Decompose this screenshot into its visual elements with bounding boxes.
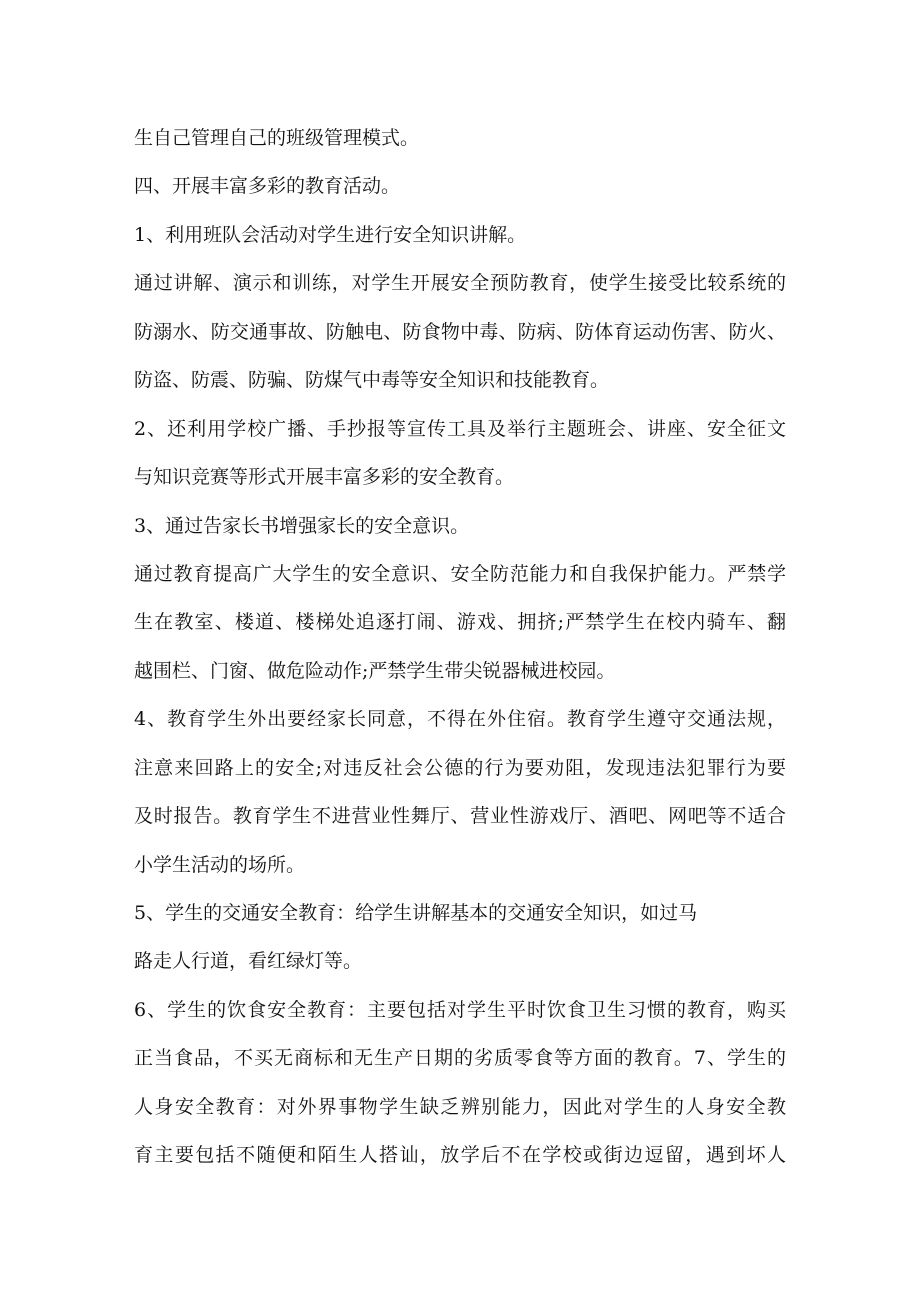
text-line: 防溺水、防交通事故、防触电、防食物中毒、防病、防体育运动伤害、防火、 xyxy=(134,321,786,343)
text-line: 5、学生的交通安全教育：给学生讲解基本的交通安全知识，如过马 xyxy=(134,902,698,924)
text-line: 防盗、防震、防骗、防煤气中毒等安全知识和技能教育。 xyxy=(134,369,610,391)
item-heading: 3、通过告家长书增强家长的安全意识。 xyxy=(134,515,470,537)
text-line: 正当食品，不买无商标和无生产日期的劣质零食等方面的教育。7、学生的 xyxy=(134,1047,786,1069)
text-line: 通过讲解、演示和训练，对学生开展安全预防教育，使学生接受比较系统的 xyxy=(134,272,786,294)
text-line: 路走人行道，看红绿灯等。 xyxy=(134,950,363,972)
text-line: 与知识竞赛等形式开展丰富多彩的安全教育。 xyxy=(134,466,515,488)
text-line: 4、教育学生外出要经家长同意，不得在外住宿。教育学生遵守交通法规， xyxy=(134,708,786,730)
text-line: 生自己管理自己的班级管理模式。 xyxy=(134,127,420,149)
text-line: 2、还利用学校广播、手抄报等宣传工具及举行主题班会、讲座、安全征文 xyxy=(134,418,786,440)
text-line: 人身安全教育：对外界事物学生缺乏辨别能力，因此对学生的人身安全教 xyxy=(134,1096,786,1118)
text-line: 生在教室、楼道、楼梯处追逐打闹、游戏、拥挤;严禁学生在校内骑车、翻 xyxy=(134,611,786,633)
text-line: 6、学生的饮食安全教育：主要包括对学生平时饮食卫生习惯的教育，购买 xyxy=(134,999,786,1021)
text-line: 育主要包括不随便和陌生人搭讪，放学后不在学校或街边逗留，遇到坏人 xyxy=(134,1144,786,1166)
item-heading: 1、利用班队会活动对学生进行安全知识讲解。 xyxy=(134,224,527,246)
text-line: 及时报告。教育学生不进营业性舞厅、营业性游戏厅、酒吧、网吧等不适合 xyxy=(134,805,786,827)
text-line: 越围栏、门窗、做危险动作;严禁学生带尖锐器械进校园。 xyxy=(134,660,616,682)
text-line: 注意来回路上的安全;对违反社会公德的行为要劝阻，发现违法犯罪行为要 xyxy=(134,757,786,779)
section-heading: 四、开展丰富多彩的教育活动。 xyxy=(134,175,401,197)
text-line: 小学生活动的场所。 xyxy=(134,854,306,876)
text-line: 通过教育提高广大学生的安全意识、安全防范能力和自我保护能力。严禁学 xyxy=(134,563,786,585)
